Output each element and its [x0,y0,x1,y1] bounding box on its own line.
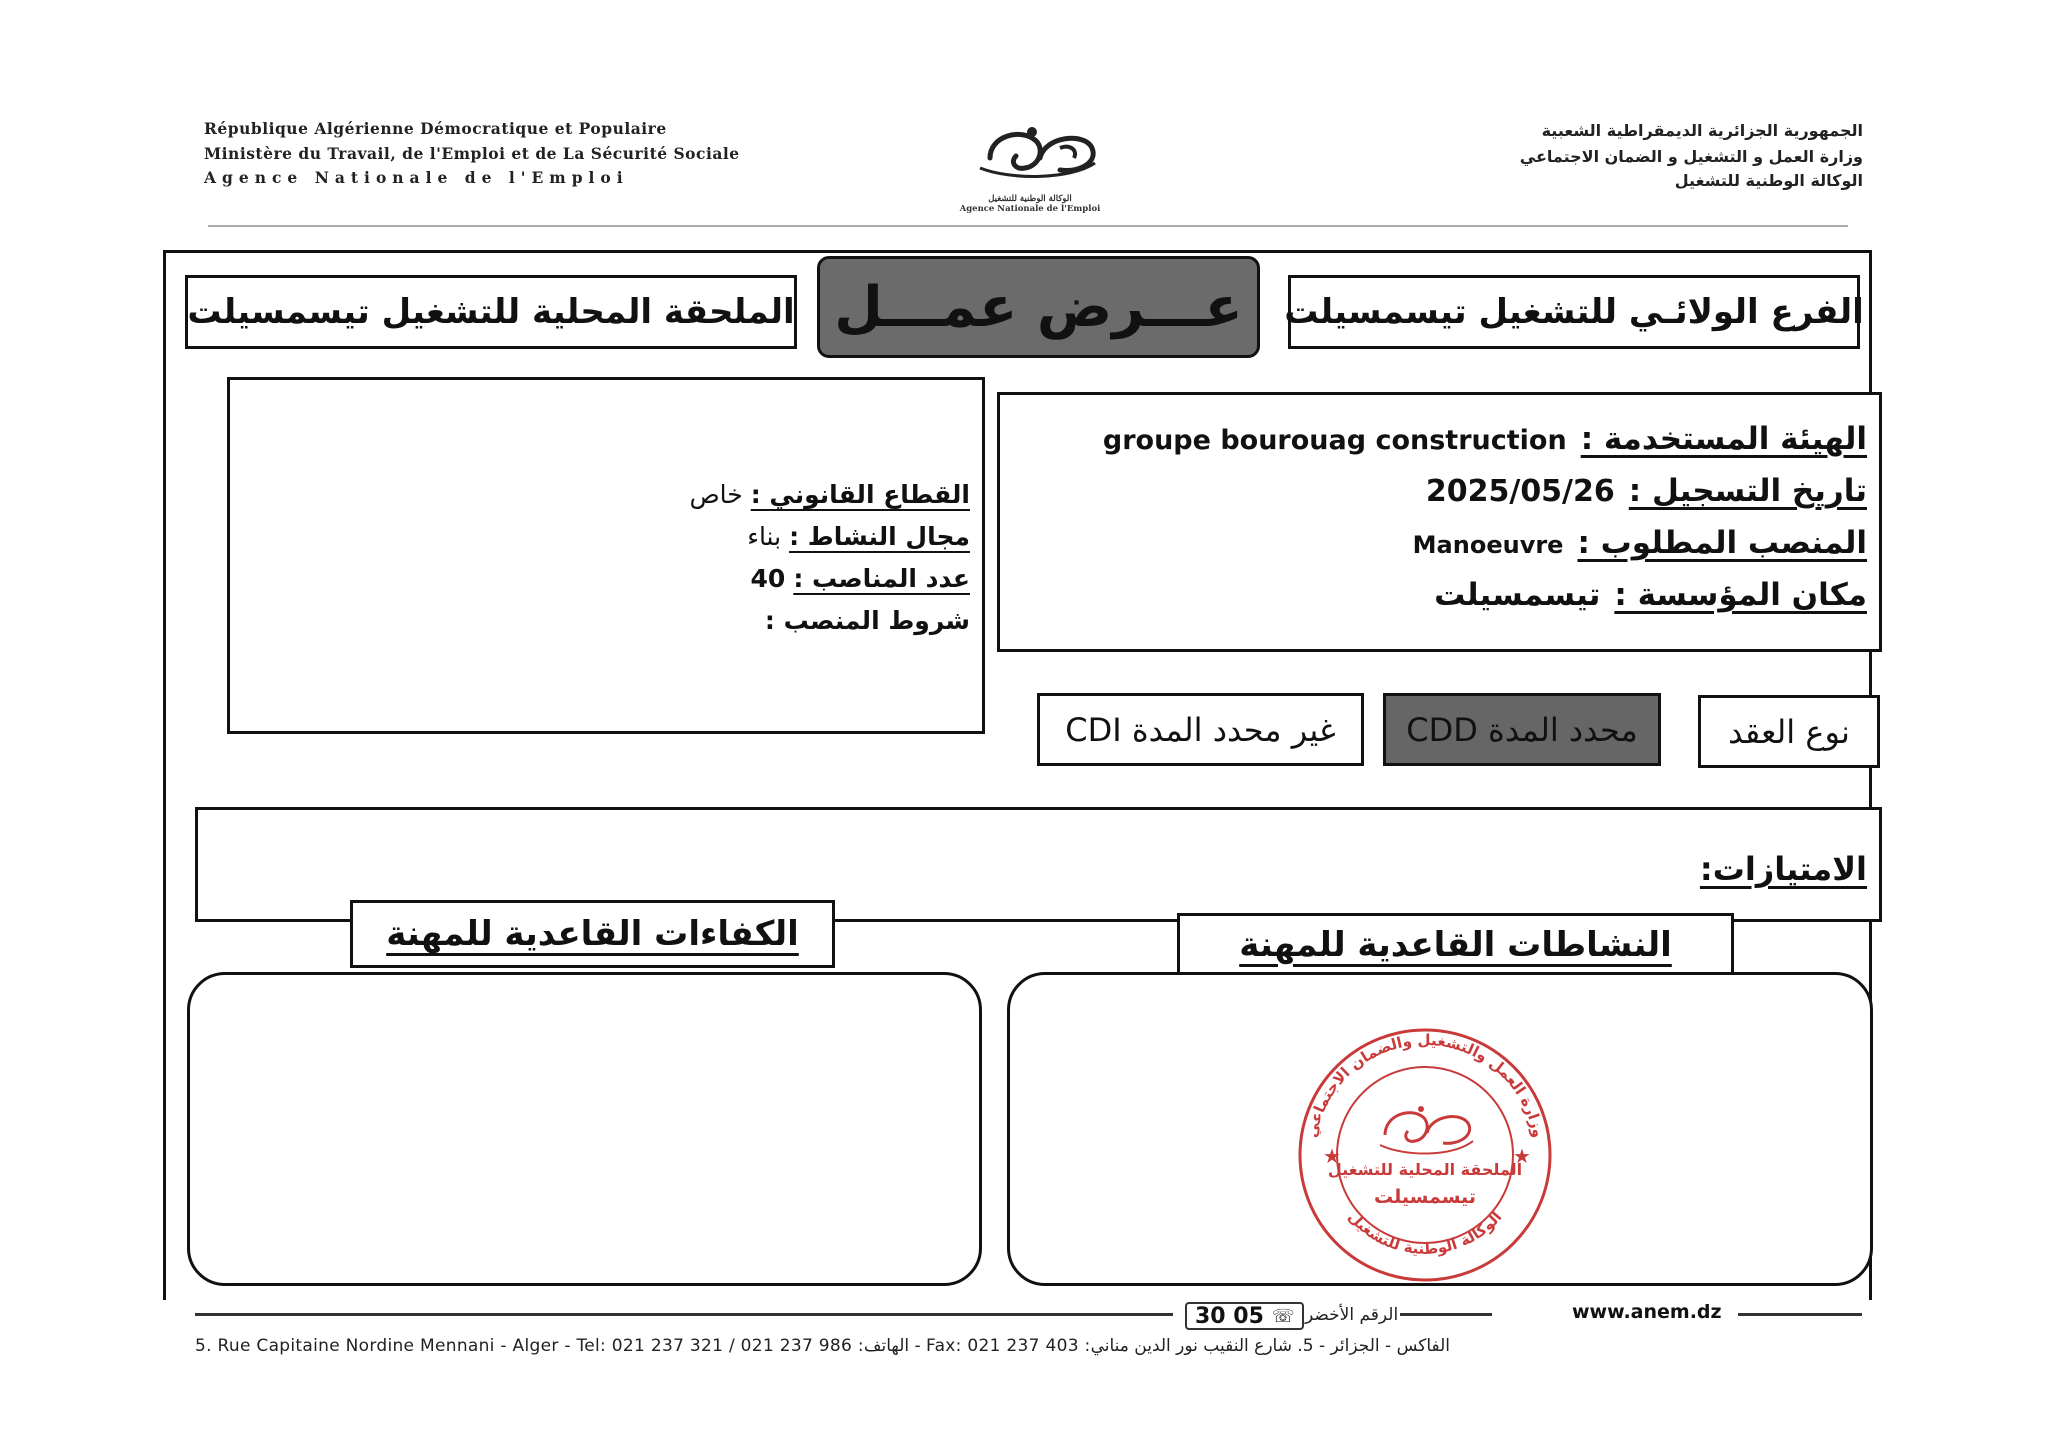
stamp-star-icon-right: ★ [1513,1144,1531,1168]
location-label: مكان المؤسسة : [1614,577,1867,613]
contract-type-label: نوع العقد [1698,695,1880,768]
anem-logo-icon [920,118,1140,188]
website-link[interactable]: www.anem.dz [1572,1301,1722,1323]
conditions-row [757,606,970,635]
location-row [1434,577,1867,613]
activities-title: النشاطات القاعدية للمهنة [1177,913,1734,976]
employer-value: groupe bourouag construction [1102,425,1567,456]
stamp-outer-text: وزارة العمل والتشغيل والضمان الاجتماعي [1302,1030,1548,1140]
registration-date-label: تاريخ التسجيل : [1628,473,1867,509]
green-number-value: 30 05 [1195,1303,1264,1329]
green-number-label: الرقم الأخضر [1305,1305,1399,1325]
footer-rule-right [1738,1313,1862,1316]
local-annex-title: الملحقة المحلية للتشغيل تيسمسيلت [185,275,797,349]
logo-caption-fr: Agence Nationale de l'Emploi [959,204,1101,214]
position-label: المنصب المطلوب : [1577,525,1867,561]
positions-count-row [751,564,970,593]
legal-sector-label: القطاع القانوني : [750,480,970,509]
stamp-inner-line1: الملحقة المحلية للتشغيل [1327,1160,1523,1179]
stamp-logo-icon [1380,1106,1473,1154]
competencies-box [187,972,982,1286]
branch-title: الفرع الولائـي للتشغيل تيسمسيلت [1288,275,1860,349]
employer-label: الهيئة المستخدمة : [1580,421,1867,457]
activity-row [747,522,970,551]
footer-address: 5. Rue Capitaine Nordine Mennani - Alger - Tel: 021 237 321 / 021 237 986 :الهاتف - Fax: 021 237 403 :الفاكس - الجزائر - 5. شارع النقيب نور الدين مناني [195,1336,1451,1356]
stamp-inner-line2: تيسمسيلت [1374,1186,1476,1208]
header-divider [208,225,1848,227]
position-row [1413,525,1867,561]
employer-info-box [997,392,1882,652]
positions-count-label: عدد المناصب : [793,564,970,593]
frame-top-border [165,250,1872,253]
stamp-bottom-text: الوكالة الوطنية للتشغيل [1344,1207,1506,1259]
legal-sector-value: خاص [689,480,743,509]
conditions-label: شروط المنصب : [764,606,970,635]
competencies-title: الكفاءات القاعدية للمهنة [350,900,835,968]
green-number-badge [1185,1302,1304,1330]
header-ar-ministry: وزارة العمل و التشغيل و الضمان الاجتماعي [1519,147,1863,166]
header-ar-agency: الوكالة الوطنية للتشغيل [1674,171,1863,190]
contract-cdd-option[interactable]: محدد المدة CDD [1383,693,1661,766]
job-offer-title: عـــرض عمـــل [817,256,1260,358]
header-ar-republic: الجمهورية الجزائرية الديمقراطية الشعبية [1541,121,1863,140]
privileges-row [1700,850,1867,888]
location-value: تيسمسيلت [1434,577,1601,613]
frame-left-border [163,250,166,1300]
footer-rule-mid [1400,1313,1492,1316]
header-fr-agency: Agence Nationale de l'Emploi [204,168,629,187]
anem-logo [920,118,1140,213]
sector-info-box [227,377,985,734]
header-fr-ministry: Ministère du Travail, de l'Emploi et de La Sécurité Sociale [204,144,740,163]
activity-label: مجال النشاط : [789,522,970,551]
registration-date-value: 2025/05/26 [1425,474,1615,509]
stamp-star-icon-left: ★ [1323,1144,1341,1168]
logo-caption-ar: الوكالة الوطنية للتشغيل [988,194,1072,204]
legal-sector-row [689,480,970,509]
contract-cdi-option[interactable]: غير محدد المدة CDI [1037,693,1364,766]
footer-rule-left [195,1313,1173,1316]
registration-date-row [1426,473,1867,509]
privileges-label: الامتيازات: [1699,850,1867,888]
activity-value: بناء [747,522,782,551]
employer-row [1103,421,1867,457]
phone-icon: ☏ [1271,1305,1295,1327]
position-value: Manoeuvre [1412,531,1564,559]
official-stamp [1285,1025,1565,1285]
positions-count-value: 40 [750,564,786,593]
activities-box [1007,972,1873,1286]
header-fr-republic: République Algérienne Démocratique et Populaire [204,119,667,138]
